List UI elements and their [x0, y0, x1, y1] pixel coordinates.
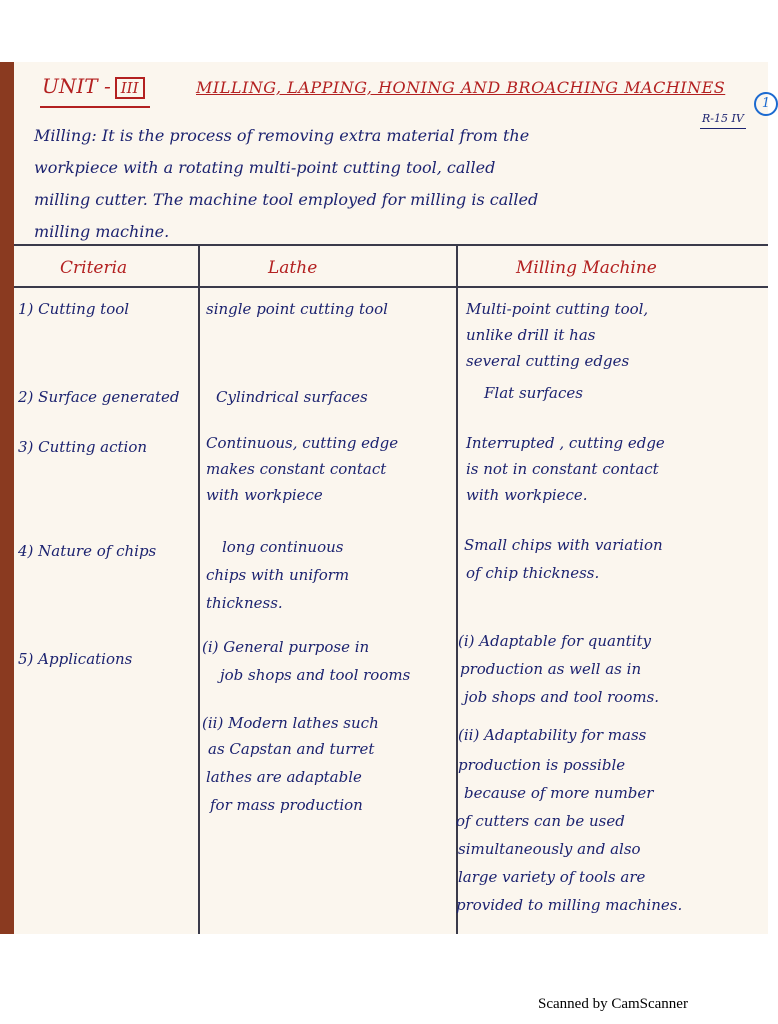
unit-heading [42, 74, 145, 99]
unit-label: UNIT - [42, 74, 111, 98]
table-cell-milling: simultaneously and also [458, 840, 641, 858]
table-cell-milling: production as well as in [460, 660, 642, 678]
table-cell-milling: Flat surfaces [484, 384, 583, 402]
notebook-page [0, 62, 771, 934]
unit-number: III [115, 77, 145, 99]
table-cell-milling: of cutters can be used [456, 812, 625, 830]
table-header-criteria: Criteria [60, 258, 128, 278]
table-cell-criteria: 5) Applications [18, 650, 133, 668]
definition-line: milling cutter. The machine tool employed for milling is called [34, 190, 539, 209]
table-cell-milling: unlike drill it has [466, 326, 596, 344]
table-cell-lathe: job shops and tool rooms [220, 666, 411, 684]
table-cell-criteria: 2) Surface generated [18, 388, 180, 406]
scanner-watermark: Scanned by CamScanner [538, 996, 688, 1012]
table-cell-milling: (ii) Adaptability for mass [458, 726, 647, 744]
table-cell-lathe: with workpiece [206, 486, 323, 504]
table-cell-lathe: Cylindrical surfaces [216, 388, 368, 406]
definition-line: workpiece with a rotating multi-point cutting tool, called [34, 158, 496, 177]
binding-edge [0, 62, 14, 934]
table-cell-criteria: 1) Cutting tool [18, 300, 130, 318]
table-cell-milling: production is possible [458, 756, 626, 774]
table-cell-criteria: 3) Cutting action [18, 438, 148, 456]
table-cell-lathe: for mass production [210, 796, 363, 814]
table-cell-milling: because of more number [464, 784, 654, 802]
table-cell-lathe: makes constant contact [206, 460, 387, 478]
table-cell-lathe: as Capstan and turret [208, 740, 375, 758]
table-cell-lathe: long continuous [222, 538, 344, 556]
page-number-mark: 1 [754, 92, 778, 116]
table-header-lathe: Lathe [268, 258, 318, 278]
table-cell-milling: is not in constant contact [466, 460, 659, 478]
table-cell-milling: (i) Adaptable for quantity [458, 632, 651, 650]
table-cell-milling: Interrupted , cutting edge [466, 434, 665, 452]
reference-underline [700, 128, 746, 129]
table-cell-lathe: single point cutting tool [206, 300, 388, 318]
table-cell-milling: Small chips with variation [464, 536, 663, 554]
definition-line: milling machine. [34, 222, 170, 241]
table-cell-lathe: lathes are adaptable [206, 768, 362, 786]
table-cell-milling: Multi-point cutting tool, [466, 300, 649, 318]
table-cell-lathe: (i) General purpose in [202, 638, 370, 656]
reference-code: R-15 IV [702, 112, 744, 125]
table-top-border [14, 244, 768, 246]
table-cell-milling: with workpiece. [466, 486, 588, 504]
page-title: MILLING, LAPPING, HONING AND BROACHING MACHINES [196, 78, 726, 97]
table-cell-milling: job shops and tool rooms. [464, 688, 660, 706]
table-cell-lathe: thickness. [206, 594, 283, 612]
table-cell-lathe: chips with uniform [206, 566, 350, 584]
table-cell-milling: large variety of tools are [458, 868, 646, 886]
table-header-divider [14, 286, 768, 288]
table-cell-lathe: Continuous, cutting edge [206, 434, 399, 452]
table-cell-milling: of chip thickness. [466, 564, 600, 582]
table-cell-milling: several cutting edges [466, 352, 630, 370]
definition-line: Milling: It is the process of removing extra material from the [34, 126, 530, 145]
table-column-divider [198, 244, 200, 934]
table-cell-milling: provided to milling machines. [456, 896, 683, 914]
table-cell-criteria: 4) Nature of chips [18, 542, 157, 560]
table-cell-lathe: (ii) Modern lathes such [202, 714, 379, 732]
table-header-milling: Milling Machine [516, 258, 657, 278]
unit-underline [40, 106, 150, 108]
